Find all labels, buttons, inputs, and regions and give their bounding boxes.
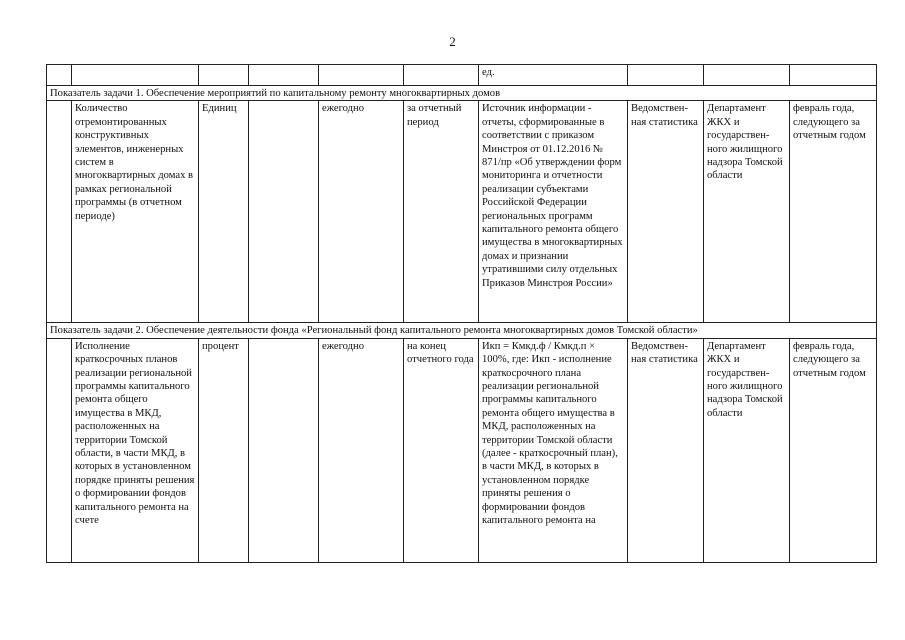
- cell-frequency: [319, 65, 404, 86]
- cell-method: Ведомствен-ная статистика: [628, 338, 704, 562]
- cell-empty: [249, 338, 319, 562]
- cell-unit: процент: [199, 338, 249, 562]
- cell-frequency: ежегодно: [319, 101, 404, 323]
- cell-deadline: февраль года, следующего за отчетным годом: [790, 338, 877, 562]
- cell-number: [47, 65, 72, 86]
- cell-source: ед.: [479, 65, 628, 86]
- section-heading-row: [47, 86, 877, 101]
- cell-number: [47, 101, 72, 323]
- cell-name: Количество отремонтированных конструктивных элементов, инженерных систем в многоквартирных домах в рамках региональной программы (в отчетном периоде): [72, 101, 199, 323]
- cell-empty: [249, 101, 319, 323]
- cell-responsible: Департамент ЖКХ и государствен-ного жилищного надзора Томской области: [704, 338, 790, 562]
- section-heading-row: [47, 323, 877, 338]
- cell-deadline: февраль года, следующего за отчетным годом: [790, 101, 877, 323]
- cell-unit: Единиц: [199, 101, 249, 323]
- cell-source: Источник информации - отчеты, сформированные в соответствии с приказом Минстроя от 01.12.2016 № 871/пр «Об утверждении форм мониторинга и отчетности реализации субъектами Российской Федерации региональных программ капитального ремонта общего имущества в многоквартирных домах и признании утратившими силу отдельных Приказов Минстроя России»: [479, 101, 628, 323]
- cell-time: за отчетный период: [404, 101, 479, 323]
- table-row: [47, 338, 877, 562]
- table-row: [47, 101, 877, 323]
- cell-name: Исполнение краткосрочных планов реализации региональной программы капитального ремонта общего имущества в МКД, расположенных на территории Томской области, в части МКД, в которых в установленном порядке приняты решения о формировании фондов капитального ремонта на счете: [72, 338, 199, 562]
- cell-time: [404, 65, 479, 86]
- section-heading: Показатель задачи 2. Обеспечение деятельности фонда «Региональный фонд капитального ремонта многоквартирных домов Томской области»: [47, 323, 877, 338]
- cell-method: Ведомствен-ная статистика: [628, 101, 704, 323]
- section-heading: Показатель задачи 1. Обеспечение мероприятий по капитальному ремонту многоквартирных домов: [47, 86, 877, 101]
- table-row-continuation: [47, 65, 877, 86]
- cell-empty: [249, 65, 319, 86]
- cell-name: [72, 65, 199, 86]
- cell-unit: [199, 65, 249, 86]
- cell-method: [628, 65, 704, 86]
- cell-responsible: Департамент ЖКХ и государствен-ного жилищного надзора Томской области: [704, 101, 790, 323]
- page-number: 2: [449, 34, 456, 49]
- cell-deadline: [790, 65, 877, 86]
- cell-frequency: ежегодно: [319, 338, 404, 562]
- cell-number: [47, 338, 72, 562]
- indicators-table: [46, 64, 877, 563]
- cell-source: Икп = Кмкд.ф / Кмкд.п × 100%, где: Икп - исполнение краткосрочного плана реализации региональной программы капитального ремонта общего имущества в МКД, расположенных на территории Томской области (далее - краткосрочный план), в части МКД, в которых в установленном порядке приняты решения о формировании фондов капитального ремонта на: [479, 338, 628, 562]
- cell-time: на конец отчетного года: [404, 338, 479, 562]
- cell-responsible: [704, 65, 790, 86]
